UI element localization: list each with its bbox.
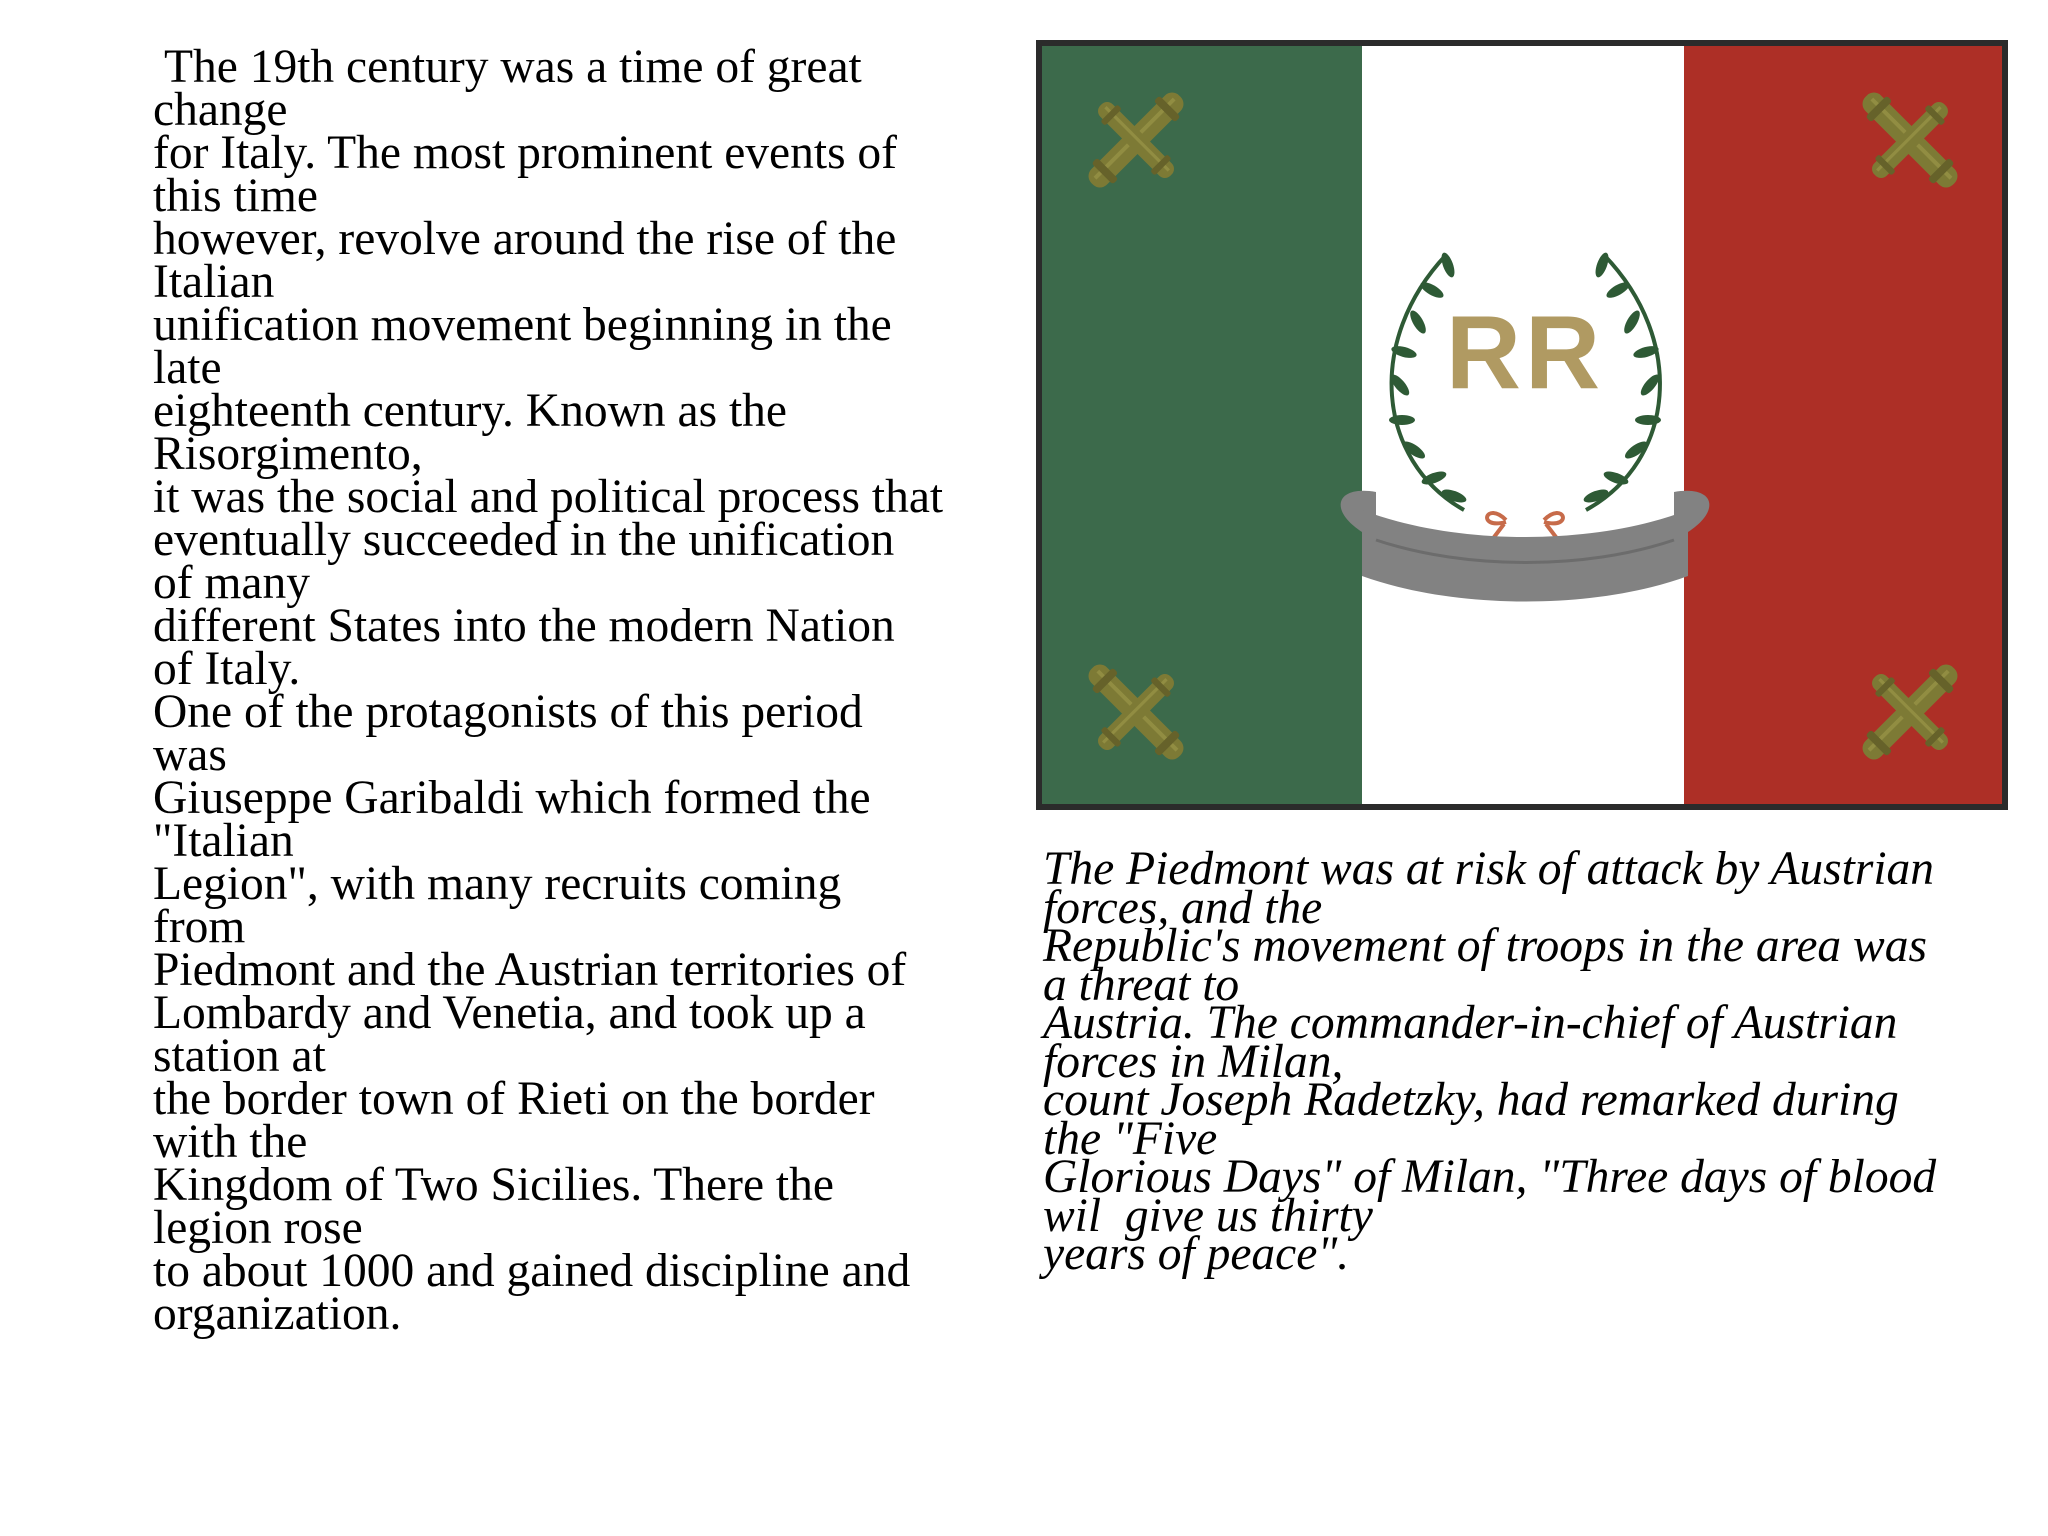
body-text-line: unification movement beginning in the — [153, 299, 892, 351]
body-text-line: organization. — [153, 1288, 402, 1340]
body-text-line: Legion", with many recruits coming — [153, 858, 842, 910]
body-text-line: of many — [153, 557, 310, 609]
body-text-line: to about 1000 and gained discipline and — [153, 1245, 911, 1297]
caption-line: forces, and the — [1043, 881, 1323, 934]
body-text-line: legion rose — [153, 1202, 363, 1254]
body-text-line: this time — [153, 170, 318, 222]
body-text-line: Lombardy and Venetia, and took up a — [153, 987, 866, 1039]
body-text-line: Kingdom of Two Sicilies. There the — [153, 1159, 834, 1211]
caption-line: Austria. The commander-in-chief of Austrian — [1043, 997, 1898, 1049]
caption-line: The Piedmont was at risk of attack by Austrian — [1043, 843, 1935, 895]
body-text-line: change — [153, 84, 288, 136]
caption-line: Republic's movement of troops in the area was — [1043, 920, 1927, 972]
body-text-line: different States into the modern Nation — [153, 600, 895, 652]
body-text-line: The 19th century was a time of great — [153, 41, 862, 93]
body-text-line: station at — [153, 1030, 326, 1082]
flag-image — [1036, 40, 2008, 810]
body-text-line: eventually succeeded in the unification — [153, 514, 895, 566]
body-text-line: Piedmont and the Austrian territories of — [153, 944, 907, 996]
body-text-line: "Italian — [153, 815, 294, 867]
caption-line: a threat to — [1043, 958, 1240, 1011]
flag-red-stripe — [1684, 46, 2002, 804]
caption-line: forces in Milan, — [1043, 1035, 1344, 1088]
body-text-line: Risorgimento, — [153, 428, 423, 480]
caption-line: wil give us thirty — [1043, 1189, 1373, 1242]
image-caption — [1043, 843, 2043, 1280]
flag-green-stripe — [1042, 46, 1362, 804]
body-text-line: late — [153, 342, 222, 394]
body-text — [153, 41, 1033, 1340]
body-text-line: however, revolve around the rise of the — [153, 213, 897, 265]
flag-white-stripe — [1362, 46, 1684, 804]
body-text-line: it was the social and political process that — [153, 471, 944, 523]
body-text-line: One of the protagonists of this period — [153, 686, 863, 738]
body-text-line: from — [153, 901, 246, 953]
body-text-line: the border town of Rieti on the border — [153, 1073, 875, 1125]
caption-line: count Joseph Radetzky, had remarked during — [1043, 1074, 1899, 1126]
body-text-line: Italian — [153, 256, 275, 308]
caption-line: Glorious Days" of Milan, "Three days of blood — [1043, 1151, 1937, 1203]
body-text-line: was — [153, 729, 227, 781]
flag-monogram: RR — [1445, 295, 1605, 411]
body-text-line: with the — [153, 1116, 308, 1168]
caption-line: years of peace". — [1043, 1228, 1350, 1280]
body-text-line: Giuseppe Garibaldi which formed the — [153, 772, 871, 824]
caption-line: the "Five — [1043, 1112, 1218, 1165]
body-text-line: for Italy. The most prominent events of — [153, 127, 897, 179]
body-text-line: eighteenth century. Known as the — [153, 385, 788, 437]
body-text-line: of Italy. — [153, 643, 301, 695]
